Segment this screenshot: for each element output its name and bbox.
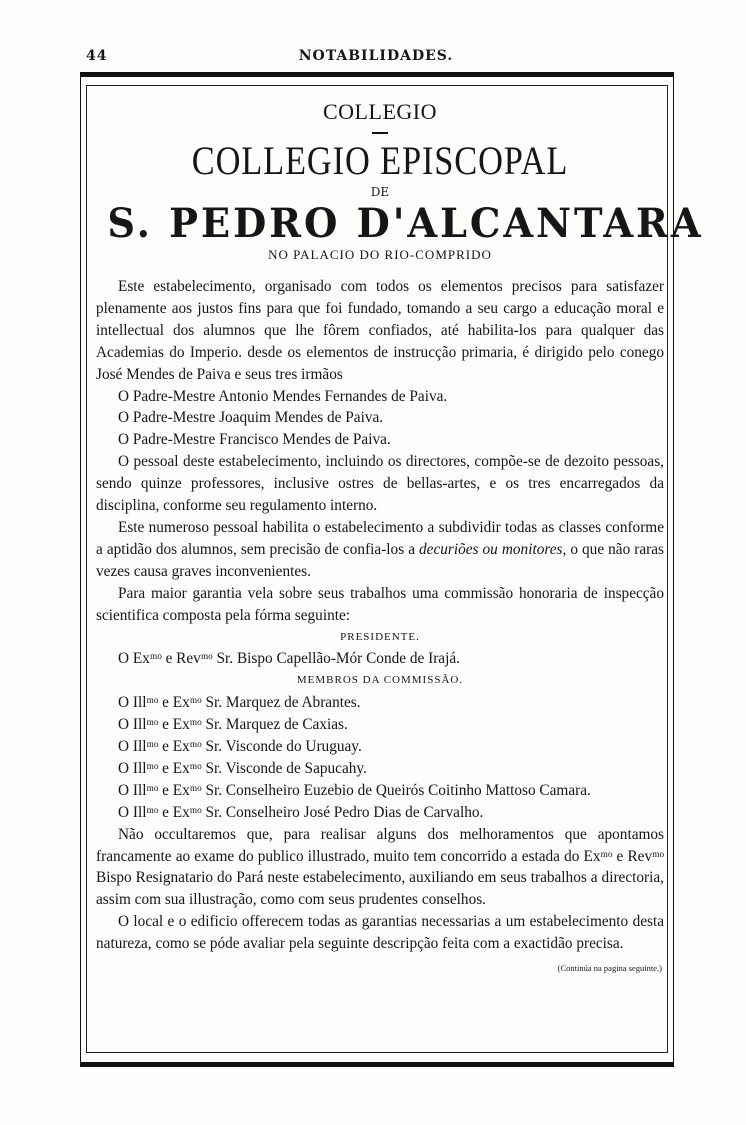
title-de: DE xyxy=(370,185,390,199)
page-header xyxy=(86,48,666,68)
title-collegio-episcopal: COLLEGIO EPISCOPAL xyxy=(191,138,569,183)
paragraph-classes xyxy=(96,517,664,583)
paragraph-building: O local e o edificio offerecem todas as garantias necessarias a um estabelecimento desta natureza, como se póde avaliar pela seguinte descripção feita com a exactidão precisa. xyxy=(96,913,664,953)
member-item: O Illᵐᵒ e Exᵐᵒ Sr. Conselheiro Euzebio de Queirós Coitinho Mattoso Camara. xyxy=(118,781,591,799)
running-title: NOTABILIDADES. xyxy=(298,48,454,64)
brother-item: O Padre-Mestre Antonio Mendes Fernandes de Paiva. xyxy=(118,387,448,405)
advert-body xyxy=(96,276,664,975)
brother-item: O Padre-Mestre Francisco Mendes de Paiva. xyxy=(118,431,391,449)
title-s-pedro: S. PEDRO D'ALCANTARA xyxy=(107,200,704,247)
page-number: 44 xyxy=(86,48,108,64)
paragraph-improvements: Não occultaremos que, para realisar alguns dos melhoramentos que apontamos francamente ao exame do publico illustrado, muito tem concorrido a estada do Exᵐᵒ e Revᵐᵒ Bispo Resignatario do Pará neste estabelecimento, auxiliando em seus trabalhos a directoria, assim com sua illustração, como com seus prudentes conselhos. xyxy=(96,825,664,909)
brother-item: O Padre-Mestre Joaquim Mendes de Paiva. xyxy=(118,409,384,427)
classes-text-a: Este numeroso pessoal habilita o estabelecimento a subdividir todas as classes conforme a aptidão dos alumnos, sem precisão de confia-los a xyxy=(96,518,664,558)
member-item: O Illᵐᵒ e Exᵐᵒ Sr. Marquez de Abrantes. xyxy=(118,694,361,712)
president-entry: O Exᵐᵒ e Revᵐᵒ Sr. Bispo Capellão-Mór Conde de Irajá. xyxy=(118,650,460,668)
members-heading: MEMBROS DA COMMISSÃO. xyxy=(296,674,464,687)
member-item: O Illᵐᵒ e Exᵐᵒ Sr. Visconde de Sapucahy. xyxy=(118,759,367,777)
member-item: O Illᵐᵒ e Exᵐᵒ Sr. Conselheiro José Pedro Dias de Carvalho. xyxy=(118,803,484,821)
member-item: O Illᵐᵒ e Exᵐᵒ Sr. Visconde do Uruguay. xyxy=(118,738,362,756)
classes-italic: decuriões ou monitores xyxy=(419,540,563,558)
member-item: O Illᵐᵒ e Exᵐᵒ Sr. Marquez de Caxias. xyxy=(118,716,348,734)
title-divider xyxy=(372,132,388,134)
title-collegio: COLLEGIO xyxy=(323,99,437,124)
title-subtitle: NO PALACIO DO RIO-COMPRIDO xyxy=(268,247,492,262)
paragraph-staff: O pessoal deste estabelecimento, incluindo os directores, compõe-se de dezoito pessoas, sendo quinze professores, inclusive ostres de bellas-artes, e os tres encarregados da disciplina, conforme seu regulamento interno. xyxy=(96,453,664,515)
president-heading: PRESIDENTE. xyxy=(340,630,420,643)
classes-text-b: , o que não raras vezes causa graves inconvenientes. xyxy=(96,540,664,580)
continued-note: (Continúa na pagina seguinte.) xyxy=(557,963,662,974)
paragraph-intro: Este estabelecimento, organisado com todos os elementos precisos para satisfazer plenamente aos justos fins para que foi fundado, tomando a seu cargo a educação moral e intellectual dos alumnos que lhe fôrem confiados, até habilita-los para qualquer das Academias do Imperio. desde os elementos de instrucção primaria, é dirigido pelo conego José Mendes de Paiva e seus tres irmãos xyxy=(96,278,664,383)
paragraph-commission: Para maior garantia vela sobre seus trabalhos uma commissão honoraria de inspecção scientifica composta pela fórma seguinte: xyxy=(96,584,664,624)
advert-content xyxy=(96,95,704,975)
